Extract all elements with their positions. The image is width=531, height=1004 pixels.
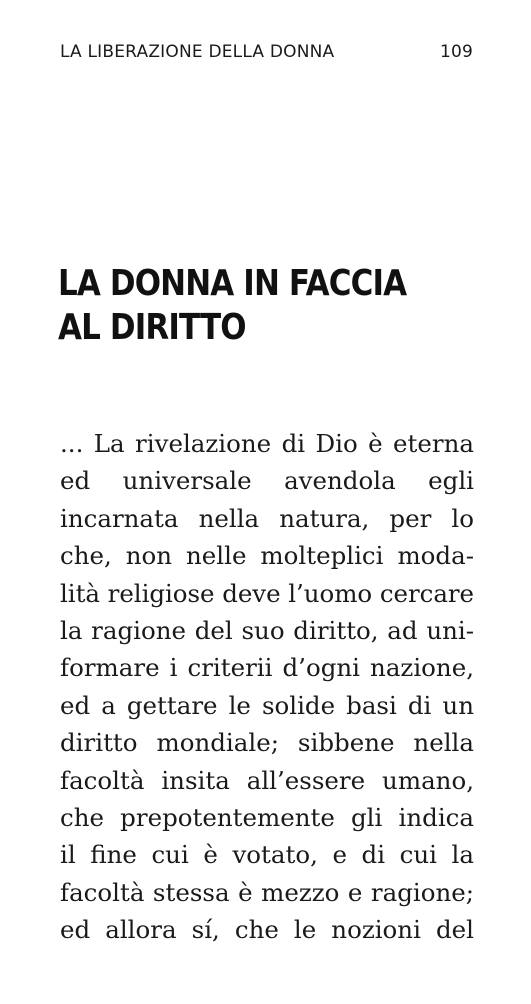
text-line: facoltà insita all’essere umano, <box>60 765 474 795</box>
text-line: il fine cui è votato, e di cui la <box>60 840 474 870</box>
text-line: incarnata nella natura, per lo <box>60 503 474 533</box>
chapter-title <box>58 262 419 350</box>
text-line: ed a gettare le solide basi di un <box>60 690 474 720</box>
text-line: che prepotentemente gli indica <box>60 802 474 832</box>
chapter-title-line: LA DONNA IN FACCIA <box>58 263 407 304</box>
text-line: diritto mondiale; sibbene nella <box>60 728 474 758</box>
body-paragraph <box>60 425 474 948</box>
text-line: formare i criterii d’ogni nazione, <box>60 653 474 683</box>
text-line: facoltà stessa è mezzo e ragione; <box>60 877 474 907</box>
running-header <box>60 42 473 66</box>
text-line: ... La rivelazione di Dio è eterna <box>60 429 474 458</box>
text-line: che, non nelle molteplici moda- <box>60 541 474 571</box>
running-title: LA LIBERAZIONE DELLA DONNA <box>60 42 335 62</box>
text-line: ed allora sí, che le nozioni del <box>60 915 474 945</box>
text-line: ed universale avendola egli <box>60 466 474 496</box>
page-number: 109 <box>439 42 473 62</box>
chapter-title-line: AL DIRITTO <box>58 307 246 348</box>
text-line: lità religiose deve l’uomo cercare <box>60 578 474 608</box>
text-line: la ragione del suo diritto, ad uni- <box>60 615 474 645</box>
